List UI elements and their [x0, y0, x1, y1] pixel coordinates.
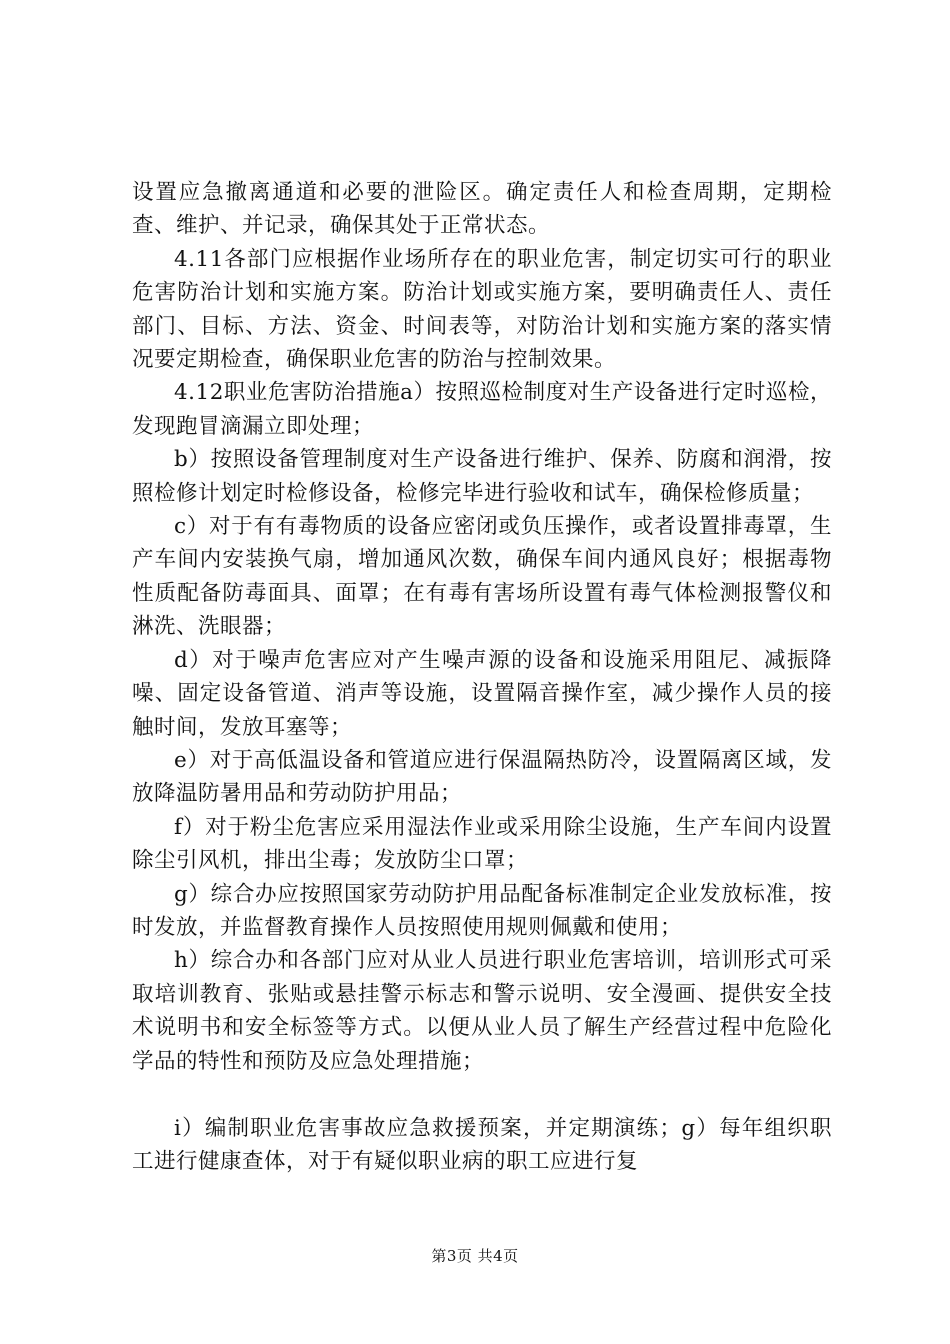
paragraph-7: e）对于高低温设备和管道应进行保温隔热防冷，设置隔离区域，发放降温防暑用品和劳动防护用品；: [132, 747, 832, 807]
paragraph-1: 设置应急撤离通道和必要的泄险区。确定责任人和检查周期，定期检查、维护、并记录，确保其处于正常状态。: [132, 180, 832, 239]
paragraph-10: h）综合办和各部门应对从业人员进行职业危害培训，培训形式可采取培训教育、张贴或悬挂警示标志和警示说明、安全漫画、提供安全技术说明书和安全标签等方式。以便从业人员了解生产经营过程中危险化学品的特性和预防及应急处理措施；: [132, 948, 832, 1074]
page-footer: [0, 1245, 950, 1266]
page-number-label: 第3页 共4页: [431, 1247, 519, 1265]
document-body: [132, 176, 832, 1179]
paragraph-5: c）对于有有毒物质的设备应密闭或负压操作，或者设置排毒罩，生产车间内安装换气扇，增加通风次数，确保车间内通风良好；根据毒物性质配备防毒面具、面罩；在有毒有害场所设置有毒气体检测报警仪和淋洗、洗眼器；: [132, 514, 832, 640]
paragraph-11: i）编制职业危害事故应急救援预案，并定期演练；g）每年组织职工进行健康查体，对于有疑似职业病的职工应进行复: [132, 1115, 832, 1175]
paragraph-9: g）综合办应按照国家劳动防护用品配备标准制定企业发放标准，按时发放，并监督教育操作人员按照使用规则佩戴和使用；: [132, 881, 832, 940]
paragraph-3: 4.12职业危害防治措施a）按照巡检制度对生产设备进行定时巡检，发现跑冒滴漏立即处理；: [132, 380, 832, 439]
paragraph-6: d）对于噪声危害应对产生噪声源的设备和设施采用阻尼、减振降噪、固定设备管道、消声等设施，设置隔音操作室，减少操作人员的接触时间，发放耳塞等；: [132, 647, 832, 740]
paragraph-2: 4.11各部门应根据作业场所存在的职业危害，制定切实可行的职业危害防治计划和实施方案。防治计划或实施方案，要明确责任人、责任部门、目标、方法、资金、时间表等，对防治计划和实施方案的落实情况要定期检查，确保职业危害的防治与控制效果。: [132, 246, 832, 373]
paragraph-4: b）按照设备管理制度对生产设备进行维护、保养、防腐和润滑，按照检修计划定时检修设备，检修完毕进行验收和试车，确保检修质量；: [132, 447, 832, 506]
paragraph-8: f）对于粉尘危害应采用湿法作业或采用除尘设施，生产车间内设置除尘引风机，排出尘毒；发放防尘口罩；: [132, 814, 832, 874]
